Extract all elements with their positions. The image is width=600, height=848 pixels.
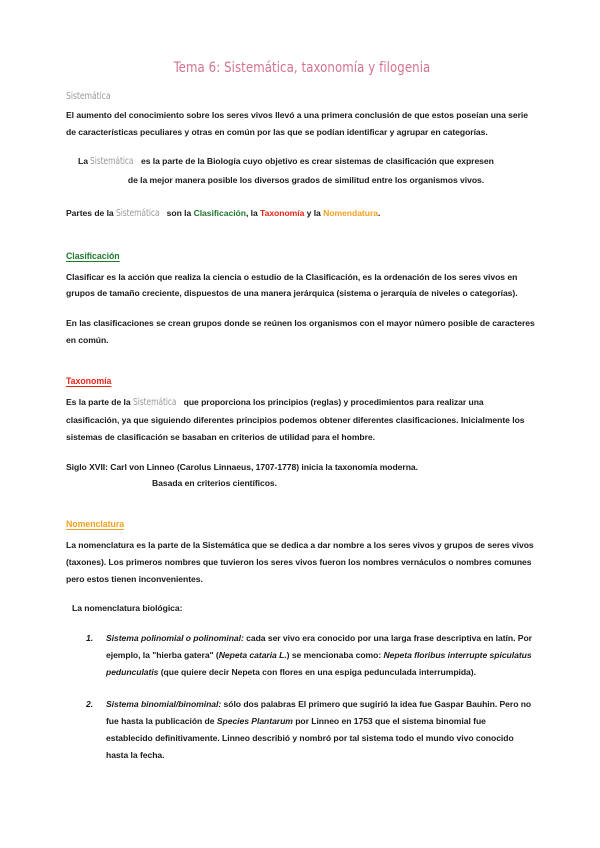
taxonomia-siglo-line [66, 459, 538, 476]
definition-line-1 [78, 153, 534, 171]
item-2-seg-1: sólo dos palabras El primero que sugirió la idea fue [221, 699, 435, 710]
item-1-seg-1: cada ser vivo era conocido por una larga frase descriptiva en latín. Por ejemplo, la "hierba gatera" ( [106, 633, 532, 660]
parts-nomenclatura: Nomendatura [323, 208, 378, 219]
sistematica-inline-2: Sistemática [116, 208, 160, 220]
siglo-linneo-bold: Carl von Linneo [110, 461, 175, 472]
nomenclatura-paragraph: La nomenclatura es la parte de la Sistemática que se dedica a dar nombre a los seres vivos y grupos de seres vivos (taxones). Los primeros nombres que tuvieron los seres vivos fueron los nombres vernáculos o nombres comunes pero estos tienen inconvenientes. [66, 540, 534, 584]
parts-suffix: . [377, 208, 381, 219]
parts-paragraph [66, 205, 538, 223]
nomenclatura-list [66, 630, 538, 763]
item-1-italic-1: Nepeta cataria L. [218, 649, 287, 660]
item-1-italic-2: Nepeta floribus interrupte spiculatus pedunculatis [106, 649, 532, 677]
taxonomia-paragraph [66, 394, 538, 446]
item-2-italic-1: Species Plantarum [216, 716, 293, 727]
item-2-seg-2: . Pero no fue hasta la publicación de [106, 699, 532, 727]
taxonomia-section [66, 371, 538, 492]
definition-line-1-text: es la parte de la Biología cuyo objetivo es crear sistemas de clasificación que expresen [138, 156, 494, 167]
item-1-seg-3: (que quiere decir Nepeta con flores en una espiga pedunculada interrumpida). [158, 666, 476, 677]
item-2-seg-3: por [292, 716, 312, 727]
item-2-seg-4: en 1753 que el sistema binomial fue establecido definitivamente. Linneo describió y nombró por tal sistema todo el mundo vivo conocido hasta la fecha. [106, 716, 514, 760]
parts-clasificacion: Clasificación [193, 208, 246, 219]
page-title: Tema 6: Sistemática, taxonomía y filogenia [173, 60, 431, 76]
item-2-bold-1: Gaspar Bauhin [434, 699, 495, 710]
item-2-bold-2: Linneo [311, 716, 340, 727]
parts-mid-3: y la [304, 208, 324, 219]
heading-taxonomia: Taxonomía [66, 375, 112, 386]
clasificacion-paragraph-1: Clasificar es la acción que realiza la ciencia o estudio de la Clasificación, es la ordenación de los seres vivos en grupos de tamaño creciente, dispuestos de una manera jerárquica (sistema o jerarquía de niveles o categorías). [66, 271, 518, 299]
parts-mid-2: , la [245, 208, 261, 219]
parts-mid-1: son la [164, 208, 194, 219]
nomenclatura-list-intro: La nomenclatura biológica: [72, 603, 183, 614]
clasificacion-paragraph-2: En las clasificaciones se crean grupos donde se reúnen los organismos con el mayor número posible de caracteres en común. [66, 318, 535, 345]
siglo-rest: (Carolus Linnaeus, 1707-1778) inicia la taxonomía moderna. [174, 461, 418, 472]
taxonomia-siglo-line-2: Basada en criterios científicos. [152, 478, 277, 489]
item-1-term: Sistema polinomial o polinominal: [106, 633, 244, 644]
item-1-seg-2: ) se mencionaba como: [286, 649, 384, 660]
definition-block [78, 153, 534, 188]
item-2-term: Sistema binomial/binominal: [106, 699, 222, 710]
nomenclatura-section [66, 514, 538, 763]
definition-line-2: de la mejor manera posible los diversos grados de similitud entre los organismos vivos. [127, 174, 485, 185]
taxonomia-para-prefix: Es la parte de la [66, 396, 133, 407]
sistematica-label: Sistemática [66, 90, 111, 102]
definition-prefix: La [78, 156, 88, 167]
parts-taxonomia: Taxonomía [260, 208, 305, 219]
clasificacion-section [66, 246, 538, 349]
sistematica-inline-3: Sistemática [132, 396, 177, 408]
list-item [66, 696, 532, 763]
taxonomia-para-rest: que proporciona los principios (reglas) y procedimientos para realizar una clasificación, ya que siguiendo diferentes principios podemos obtener diferentes clasificaciones. Inicialmente los sistemas de clasificación se basaban en criterios de utilidad para el hombre. [66, 396, 525, 442]
siglo-prefix: Siglo XVII: [66, 461, 111, 472]
intro-paragraph: El aumento del conocimiento sobre los seres vivos llevó a una primera conclusión de que estos poseían una serie de características peculiares y otras en común por las que se podían identificar y agrupar en categorías. [66, 109, 529, 137]
heading-nomenclatura: Nomenclatura [66, 519, 125, 530]
heading-clasificacion: Clasificación [66, 250, 120, 261]
list-item [66, 630, 532, 680]
parts-prefix: Partes de la [66, 208, 114, 219]
sistematica-inline-1: Sistemática [90, 156, 134, 168]
